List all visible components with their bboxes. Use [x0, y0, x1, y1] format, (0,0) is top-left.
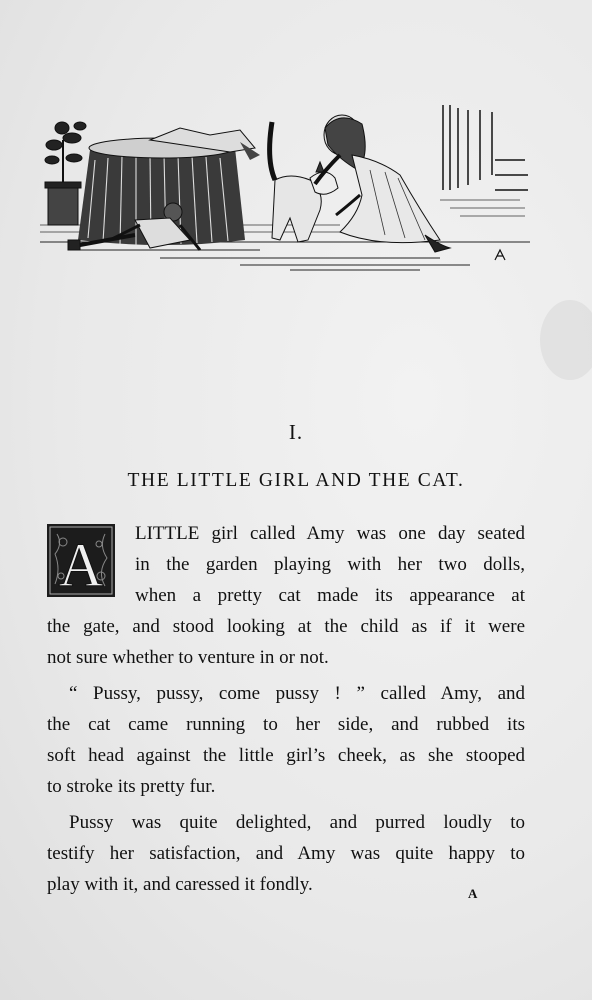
text-line: the cat came running to her side, and rubbed its [47, 714, 525, 735]
body-text [47, 518, 525, 900]
text-line: soft head against the little girl’s cheek, as she stooped [47, 745, 525, 766]
artist-monogram [495, 250, 505, 260]
potted-plant [45, 122, 86, 225]
paragraph-3 [47, 807, 525, 900]
text-line: the gate, and stood looking at the child as if it were [47, 616, 525, 637]
text-line: when a pretty cat made its appearance at [135, 585, 525, 606]
chapter-title: THE LITTLE GIRL AND THE CAT. [127, 470, 465, 491]
svg-text:A: A [58, 532, 104, 597]
door-pillar [443, 105, 528, 190]
paper-stain [540, 300, 592, 380]
text-line: not sure whether to venture in or not. [47, 647, 329, 668]
text-line: in the garden playing with her two dolls, [135, 554, 525, 575]
text-line: LITTLE girl called Amy was one day seated [135, 523, 525, 544]
text-line: testify her satisfaction, and Amy was quite happy to [47, 843, 525, 864]
text-line: “ Pussy, pussy, come pussy ! ” called Amy, and [69, 683, 525, 704]
text-line: play with it, and caressed it fondly. [47, 874, 313, 895]
ornamental-drop-cap [47, 524, 115, 597]
illustration-girl-and-cat [40, 100, 530, 280]
paragraph-2 [47, 678, 525, 802]
text-line: to stroke its pretty fur. [47, 776, 216, 797]
paragraph-1 [47, 518, 525, 673]
signature-mark: A [468, 886, 479, 901]
text-line: Pussy was quite delighted, and purred loudly to [69, 812, 525, 833]
chapter-number: I. [288, 420, 304, 444]
